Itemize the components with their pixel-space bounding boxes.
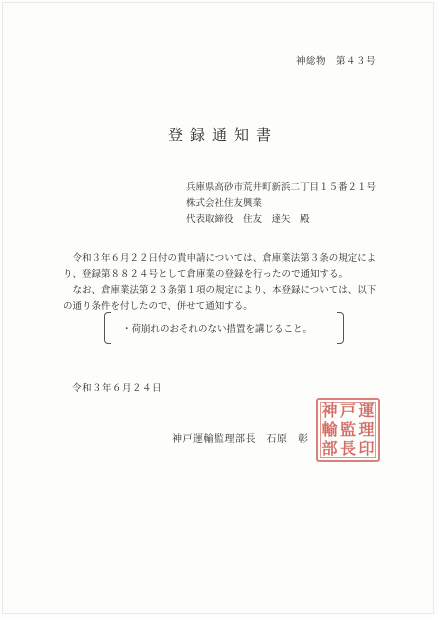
signatory: 神戸運輸監理部長 石原 彰 xyxy=(172,434,309,445)
document-number: 神総物 第４３号 xyxy=(295,56,376,67)
seal-char: 運 xyxy=(358,401,375,420)
seal-char: 印 xyxy=(358,439,375,458)
recipient-block xyxy=(186,180,376,228)
left-bracket xyxy=(104,312,111,344)
condition-text: ・荷崩れのおそれのない措置を講じること。 xyxy=(122,324,313,335)
seal-column-1 xyxy=(358,402,375,458)
body-text xyxy=(63,251,383,315)
issue-date: 令和３年６月２４日 xyxy=(72,383,163,394)
seal-char: 戸 xyxy=(339,401,356,420)
recipient-address: 兵庫県高砂市荒井町新浜二丁目１５番２１号 xyxy=(186,182,377,193)
seal-char: 監 xyxy=(339,420,356,439)
seal-char: 神 xyxy=(321,401,338,420)
document-title: 登録通知書 xyxy=(167,126,278,144)
seal-char: 理 xyxy=(358,420,375,439)
seal-grid xyxy=(321,402,375,458)
seal-column-2 xyxy=(340,402,357,458)
seal-char: 輸 xyxy=(321,420,338,439)
paragraph-conditions: なお、倉庫業法第２３条第１項の規定により、本登録については、以下の通り条件を付したので、併せて通知する。 xyxy=(63,285,377,312)
paragraph-registration: 令和３年６月２２日付の貴申請については、倉庫業法第３条の規定により、登録第８８２４号として倉庫業の登録を行ったので通知する。 xyxy=(63,253,377,280)
seal-column-3 xyxy=(321,402,338,458)
condition-box xyxy=(104,312,344,344)
seal-char: 長 xyxy=(339,439,356,458)
seal-char: 部 xyxy=(321,439,338,458)
recipient-company: 株式会社住友興業 xyxy=(186,198,263,209)
recipient-representative: 代表取締役 住友 達矢 殿 xyxy=(186,214,310,225)
official-seal xyxy=(316,398,380,462)
right-bracket xyxy=(337,312,344,344)
